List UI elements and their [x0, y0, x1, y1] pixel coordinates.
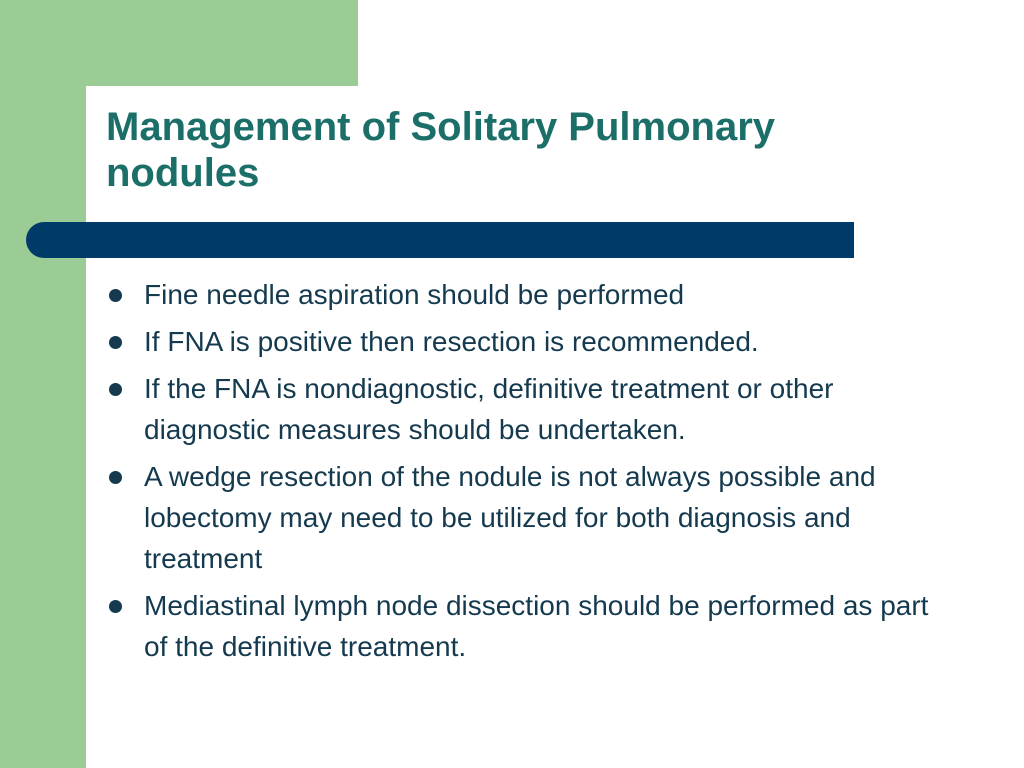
- bullet-icon: [109, 600, 122, 613]
- bullet-text: If the FNA is nondiagnostic, definitive treatment or other diagnostic measures should be undertaken.: [144, 373, 834, 445]
- bullet-item-fna-positive: [106, 321, 936, 362]
- bullet-icon: [109, 471, 122, 484]
- bullet-icon: [109, 289, 122, 302]
- bullet-icon: [109, 383, 122, 396]
- title-divider-bar: [26, 222, 854, 258]
- bullet-item-wedge-resection: [106, 456, 936, 579]
- bullet-icon: [109, 336, 122, 349]
- bullet-item-fna-nondiagnostic: [106, 368, 936, 450]
- bullet-text: Mediastinal lymph node dissection should be performed as part of the definitive treatment.: [144, 590, 929, 662]
- bullet-text: A wedge resection of the nodule is not always possible and lobectomy may need to be utilized for both diagnosis and treatment: [144, 461, 876, 574]
- green-left-band: [0, 0, 86, 768]
- bullet-item-fine-needle-aspiration: [106, 274, 936, 315]
- slide-title: Management of Solitary Pulmonary nodules: [106, 105, 776, 195]
- bullet-text: Fine needle aspiration should be performed: [144, 279, 685, 310]
- bullet-item-mediastinal-dissection: [106, 585, 936, 667]
- bullet-text: If FNA is positive then resection is recommended.: [144, 326, 759, 357]
- bullet-list: [106, 274, 936, 673]
